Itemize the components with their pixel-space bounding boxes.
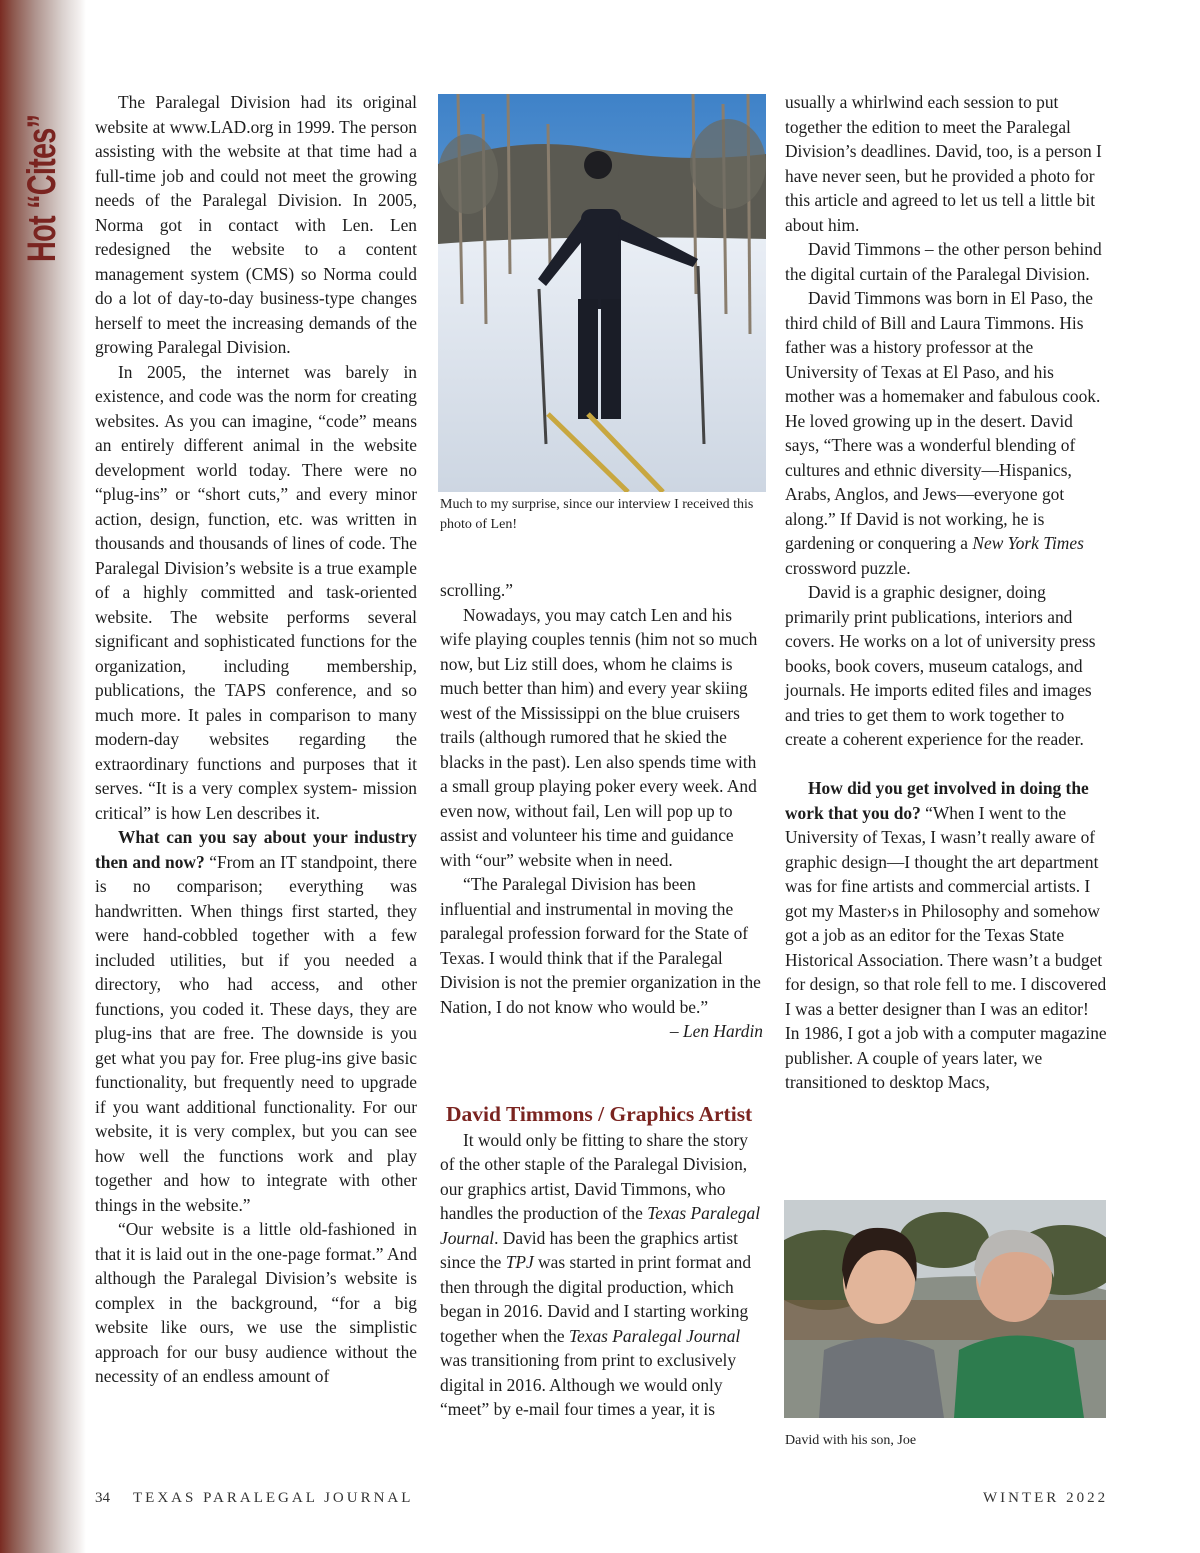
article-column-2: [440, 578, 763, 1422]
paragraph: David Timmons was born in El Paso, the third child of Bill and Laura Timmons. His father was a history professor at the University of Texas at El Paso, and his mother was a homemaker and fabulous cook. He loved growing up in the desert. David says, “There was a wonderful blending of cultures and ethnic diversity—Hispanics, Arabs, Anglos, and Jews—everyone got along.” If David is not working, he is gardening or conquering a New York Times crossword puzzle.: [785, 288, 1101, 578]
interview-question: What can you say about your industry then and now?: [95, 827, 417, 872]
pull-quote: “The Paralegal Division has been influential and instrumental in moving the paralegal profession forward for the State of Texas. I would think that if the Paralegal Division is not the premier organization in the Nation, I do not know who would be.”: [440, 874, 761, 1017]
interview-answer: “From an IT standpoint, there is no comparison; everything was handwritten. When things first started, they were hand-cobbled together with a few included utilities, but if you needed a directory, who had access, and other functions, you coded it. These days, they are plug-ins that are free. The downside is you get what you pay for. Free plug-ins give basic functionality, but frequently need to upgrade if you want additional functionality. For our website, it is very complex, but you can see how well the functions work and play together and how to integrate with other things in the website.”: [95, 851, 417, 1215]
paragraph: scrolling.”: [440, 580, 513, 600]
paragraph: usually a whirlwind each session to put together the edition to meet the Paralegal Division’s deadlines. David, too, is a person I have never seen, but he provided a photo for this article and agreed to let us tell a little bit about him.: [785, 92, 1102, 235]
publication-title: Texas Paralegal Journal: [568, 1325, 741, 1346]
journal-name: TEXAS PARALEGAL JOURNAL: [133, 1490, 414, 1506]
issue-label: WINTER 2022: [983, 1490, 1109, 1506]
paragraph: [785, 776, 1107, 1095]
paragraph: In 2005, the internet was barely in existence, and code was the norm for creating websites. As you can imagine, “code” means an entirely different animal in the website development world today. There were no “plug-ins” or “short cuts,” and every minor action, design, function, etc. was written in thousands and thousands of lines of code. The Paralegal Division’s website is a true example of a highly committed and task-oriented website. The website performs several significant and sophisticated functions for the organization, including membership, publications, the TAPS conference, and so much more. It pales in comparison to many modern-day websites regarding the extraordinary functions and purposes that it serves. “It is a very complex system- mission critical” is how Len describes it.: [95, 361, 417, 823]
article-column-3: [785, 90, 1107, 1095]
publication-title: Texas Paralegal Journal: [440, 1203, 761, 1248]
paragraph: David is a graphic designer, doing primarily print publications, interiors and covers. He works on a lot of university press books, book covers, museum catalogs, and journals. He imports edited files and images and tries to get them to work together to create a coherent experience for the reader.: [785, 582, 1096, 749]
paragraph: David Timmons – the other person behind the digital curtain of the Paralegal Division.: [785, 239, 1102, 284]
paragraph: Nowadays, you may catch Len and his wife playing couples tennis (him not so much now, but Liz still does, whom he claims is much better than him) and every year skiing west of the Mississippi on the blue cruisers trails (although rumored that he skied the blacks in the past). Len also spends time with a small group playing poker every week. And even now, without fail, Len will pop up to assist and volunteer his time and guidance with “our” website when in need.: [440, 604, 758, 870]
photo-caption: David with his son, Joe: [785, 1433, 917, 1448]
photo-len-skiing: [438, 94, 766, 492]
section-title: Hot “Cites”: [20, 114, 64, 263]
paragraph: [95, 825, 417, 1217]
paragraph: The Paralegal Division had its original website at www.LAD.org in 1999. The person assisting with the website at that time had a full-time job and could not meet the growing needs of the Paralegal Division. In 2005, Norma got in contact with Len. Len redesigned the website to a content management system (CMS) so Norma could do a lot of day-to-day business-type changes herself to meet the increasing demands of the growing Paralegal Division.: [95, 92, 417, 357]
publication-title: New York Times: [972, 533, 1084, 553]
paragraph: It would only be fitting to share the story of the other staple of the Paralegal Division, our graphics artist, David Timmons, who handles the production of the Texas Paralegal Journal. David has been the graphics artist since the TPJ was started in print format and then through the digital production, which began in 2016. David and I starting working together when the Texas Paralegal Journal was transitioning from print to exclusively digital in 2016. Although we would only “meet” by e-mail four times a year, it is: [440, 1129, 761, 1419]
article-column-1: [95, 90, 417, 1389]
quote-attribution: – Len Hardin: [669, 1021, 763, 1041]
photo-david-and-son: [784, 1200, 1106, 1418]
photo-caption: Much to my surprise, since our interview I received this photo of Len!: [440, 497, 754, 532]
page-number: 34: [95, 1490, 110, 1506]
section-subhead: David Timmons / Graphics Artist: [446, 1101, 753, 1126]
interview-question: How did you get involved in doing the work that you do?: [785, 778, 1089, 823]
paragraph: “Our website is a little old-fashioned in that it is laid out in the one-page format.” And although the Paralegal Division’s website is complex in the background, “for a big website like ours, we use the simplistic approach for our busy audience without the necessity of an endless amount of: [95, 1219, 417, 1386]
interview-answer: “When I went to the University of Texas, I wasn’t really aware of graphic design—I thought the art department was for fine artists and commercial artists. I got my Master›s in Philosophy and somehow got a job as an editor for the Texas State Historical Association. There wasn’t a budget for design, so that role fell to me. I discovered I was a better designer than I was an editor! In 1986, I got a job with a computer magazine publisher. A couple of years later, we transitioned to desktop Macs,: [785, 802, 1107, 1092]
publication-abbrev: TPJ: [505, 1252, 534, 1272]
